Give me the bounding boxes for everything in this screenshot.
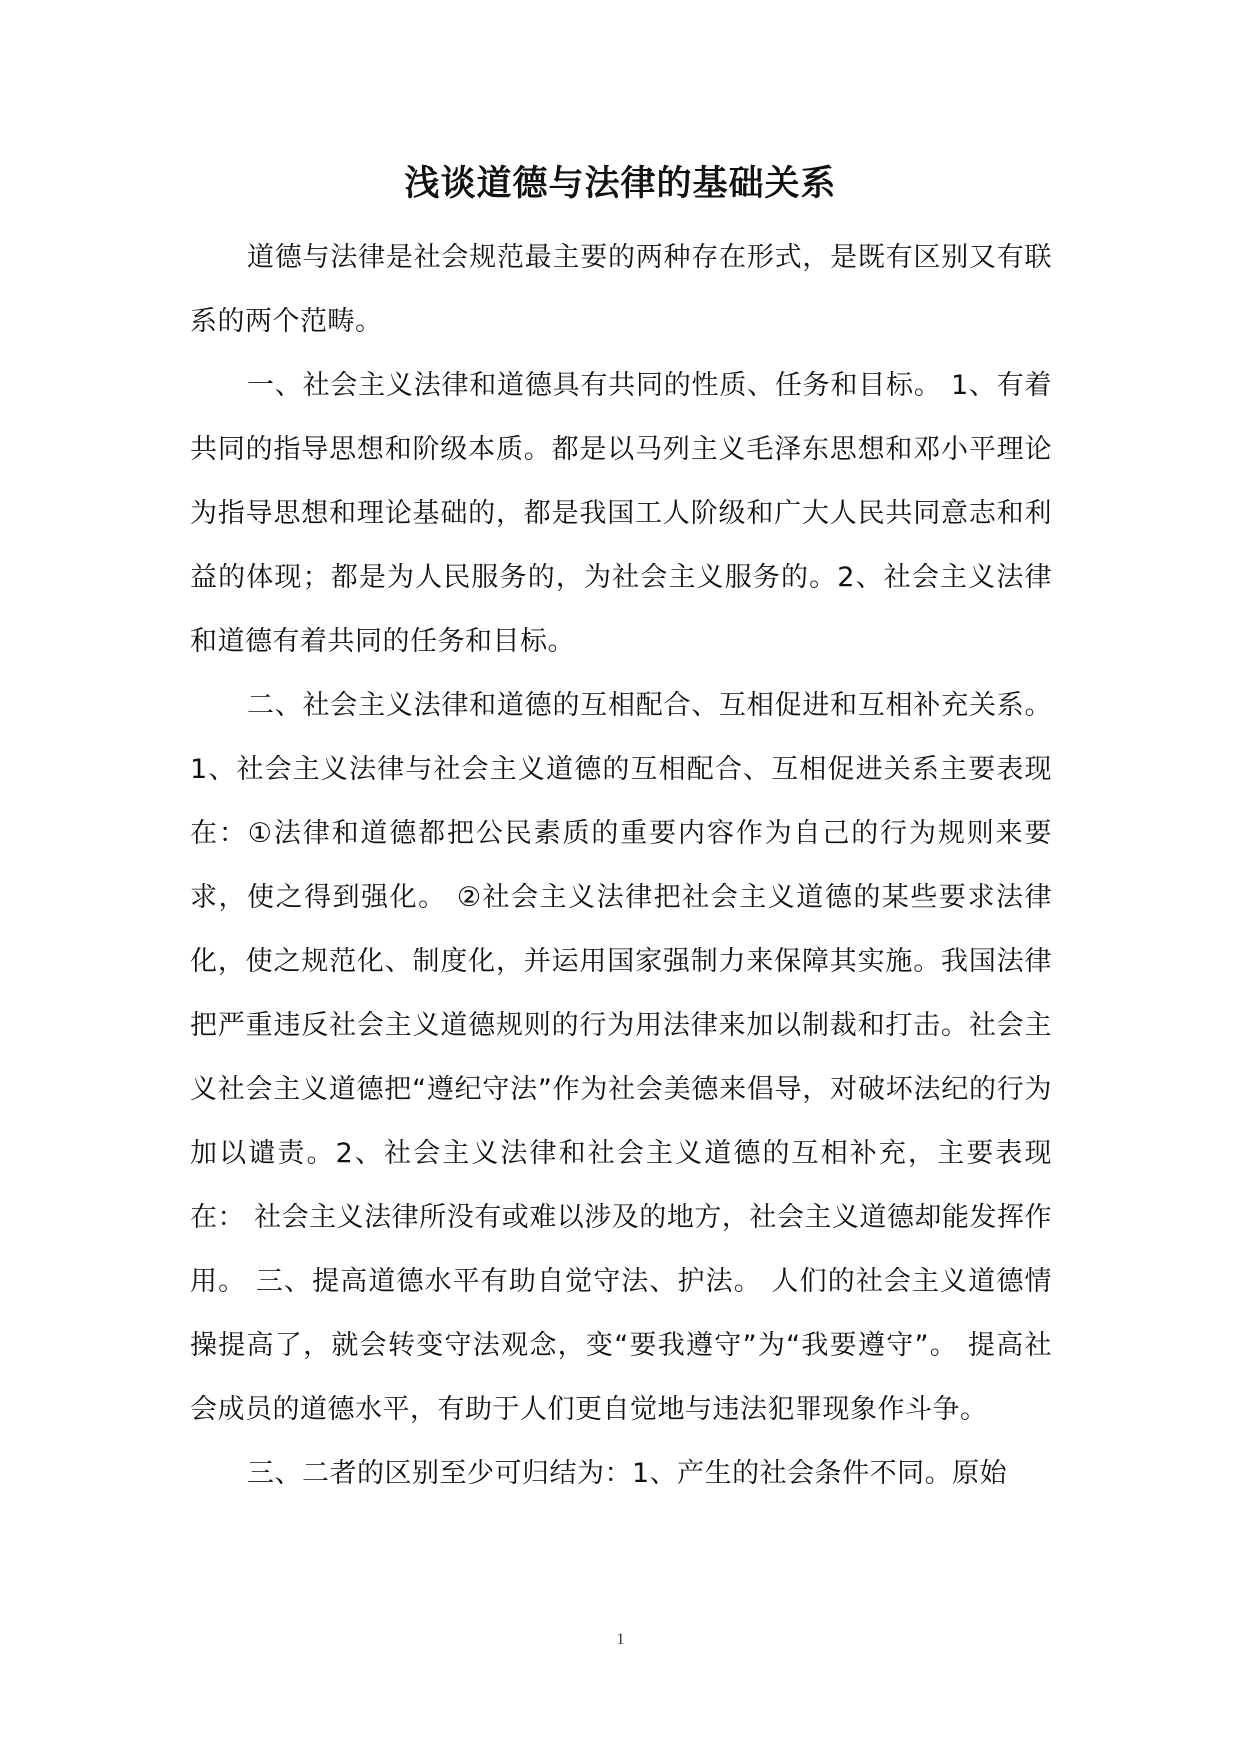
paragraph-section-2: 二、社会主义法律和道德的互相配合、互相促进和互相补充关系。1、社会主义法律与社会主义道德的互相配合、互相促进关系主要表现在：①法律和道德都把公民素质的重要内容作为自己的行为规则来要求，使之得到强化。 ②社会主义法律把社会主义道德的某些要求法律化，使之规范化、制度化，并运用国家强制力来保障其实施。我国法律把严重违反社会主义道德规则的行为用法律来加以制裁和打击。社会主义社会主义道德把“遵纪守法”作为社会美德来倡导，对破坏法纪的行为加以谴责。2、社会主义法律和社会主义道德的互相补充，主要表现在： 社会主义法律所没有或难以涉及的地方，社会主义道德却能发挥作用。 三、提高道德水平有助自觉守法、护法。 人们的社会主义道德情操提高了，就会转变守法观念，变“要我遵守”为“我要遵守”。 提高社会成员的道德水平，有助于人们更自觉地与违法犯罪现象作斗争。 bbox=[190, 690, 1052, 1425]
paragraph-intro: 道德与法律是社会规范最主要的两种存在形式，是既有区别又有联系的两个范畴。 bbox=[190, 242, 1052, 337]
paragraph-section-3: 三、二者的区别至少可归结为：1、产生的社会条件不同。原始 bbox=[247, 1458, 1008, 1489]
document-body bbox=[190, 226, 1052, 1506]
document-title: 浅谈道德与法律的基础关系 bbox=[404, 163, 837, 204]
paragraph-section-1: 一、社会主义法律和道德具有共同的性质、任务和目标。 1、有着共同的指导思想和阶级本质。都是以马列主义毛泽东思想和邓小平理论为指导思想和理论基础的，都是我国工人阶级和广大人民共同意志和利益的体现；都是为人民服务的，为社会主义服务的。2、社会主义法律和道德有着共同的任务和目标。 bbox=[190, 370, 1052, 657]
page-number: 1 bbox=[616, 1631, 625, 1648]
